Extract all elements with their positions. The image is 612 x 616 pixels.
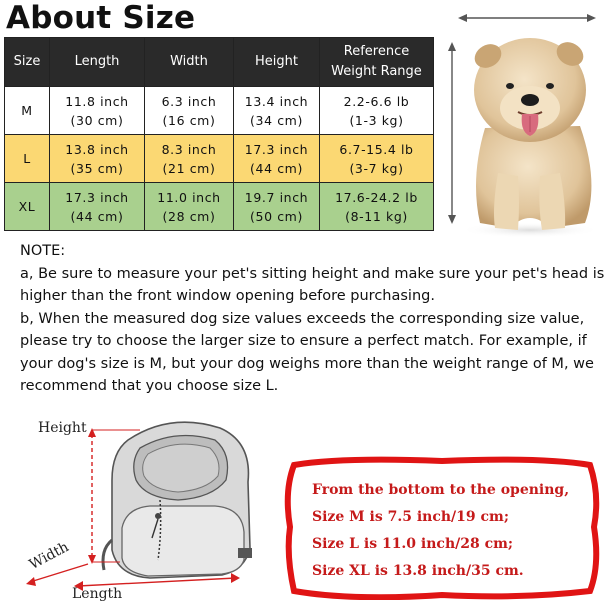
callout-line: Size XL is 13.8 inch/35 cm. bbox=[312, 563, 524, 579]
header-weight-range bbox=[320, 38, 434, 87]
header-height: Height bbox=[234, 38, 320, 87]
cell-length: 11.8 inch (30 cm) bbox=[50, 87, 145, 135]
header-weight-line1: Reference bbox=[343, 44, 410, 59]
bag-illustration bbox=[0, 410, 280, 612]
cell-height: 19.7 inch (50 cm) bbox=[234, 183, 320, 231]
table-header-row bbox=[5, 38, 434, 87]
callout-line: From the bottom to the opening, bbox=[312, 482, 570, 498]
callout-line: Size M is 7.5 inch/19 cm; bbox=[312, 509, 510, 525]
cell-height: 17.3 inch (44 cm) bbox=[234, 135, 320, 183]
cell-weight: 6.7-15.4 lb (3-7 kg) bbox=[320, 135, 434, 183]
cell-size: XL bbox=[5, 183, 50, 231]
cell-length: 17.3 inch (44 cm) bbox=[50, 183, 145, 231]
height-arrow-left bbox=[448, 42, 456, 224]
length-label: Length bbox=[72, 586, 123, 602]
cell-length: 13.8 inch (35 cm) bbox=[50, 135, 145, 183]
size-table bbox=[4, 37, 434, 231]
header-size: Size bbox=[5, 38, 50, 87]
cell-weight: 17.6-24.2 lb (8-11 kg) bbox=[320, 183, 434, 231]
table-row-m bbox=[5, 87, 434, 135]
header-length: Length bbox=[50, 38, 145, 87]
bag-diagram bbox=[0, 410, 280, 612]
table-row-l bbox=[5, 135, 434, 183]
dog-photo-area bbox=[440, 8, 612, 240]
cell-weight: 2.2-6.6 lb (1-3 kg) bbox=[320, 87, 434, 135]
page-title: About Size bbox=[6, 0, 196, 36]
note-section bbox=[20, 240, 610, 398]
opening-size-callout bbox=[282, 455, 602, 600]
cell-width: 8.3 inch (21 cm) bbox=[145, 135, 234, 183]
cell-width: 6.3 inch (16 cm) bbox=[145, 87, 234, 135]
table-row-xl bbox=[5, 183, 434, 231]
width-arrow-top bbox=[458, 14, 596, 22]
header-weight-line2: Weight Range bbox=[331, 64, 422, 79]
callout-line: Size L is 11.0 inch/28 cm; bbox=[312, 536, 514, 552]
cell-size: L bbox=[5, 135, 50, 183]
cell-height: 13.4 inch (34 cm) bbox=[234, 87, 320, 135]
dog-illustration bbox=[440, 8, 612, 240]
callout-text bbox=[312, 477, 582, 585]
note-heading: NOTE: bbox=[20, 243, 66, 259]
header-width: Width bbox=[145, 38, 234, 87]
note-item-b: b, When the measured dog size values exceeds the corresponding size value, please try to choose the larger size to ensure a perfect match. For example, if your dog's size is M, but your dog weighs more than the weight range of M, we recommend that you choose size L. bbox=[20, 310, 594, 394]
width-label: Width bbox=[26, 539, 72, 573]
cell-size: M bbox=[5, 87, 50, 135]
cell-width: 11.0 inch (28 cm) bbox=[145, 183, 234, 231]
note-item-a: a, Be sure to measure your pet's sitting height and make sure your pet's head is higher than the front window opening before purchasing. bbox=[20, 265, 605, 304]
height-label: Height bbox=[38, 420, 87, 436]
